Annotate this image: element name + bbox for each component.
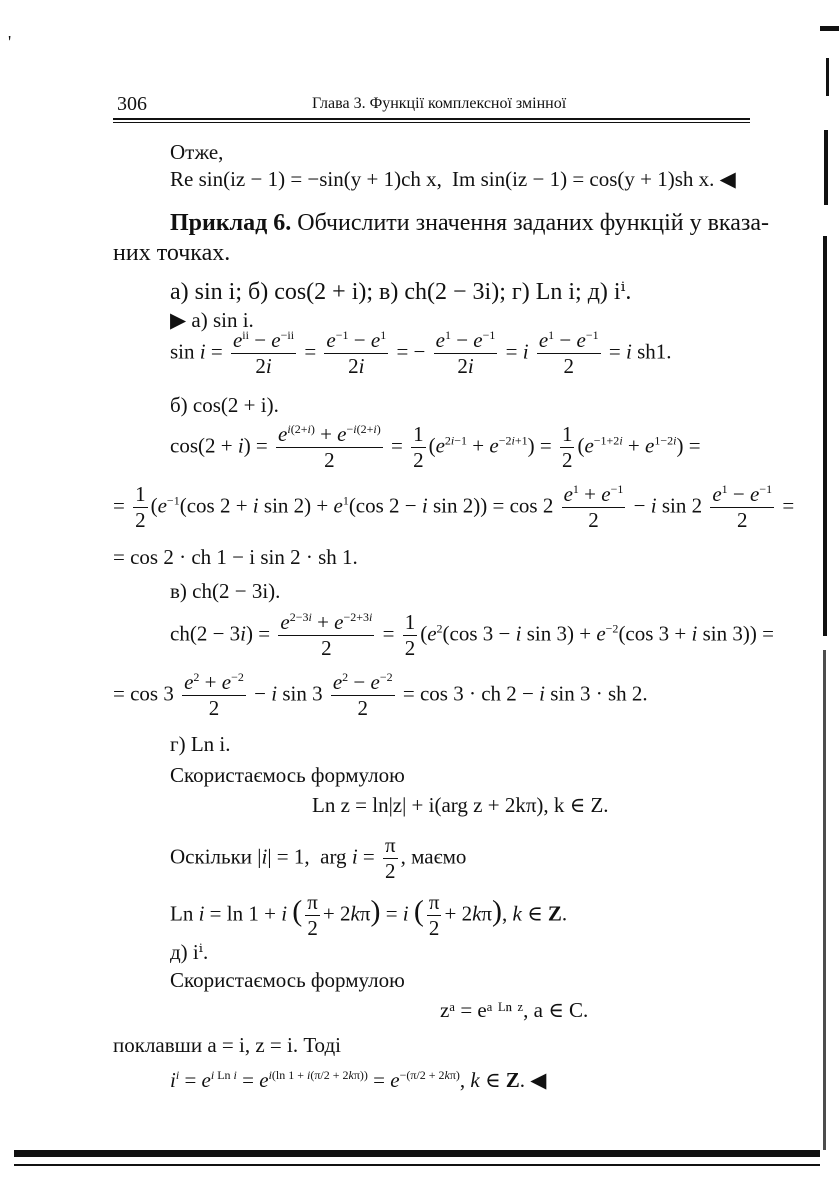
part-d-label: д) iⁱ. bbox=[170, 940, 209, 964]
margin-bar bbox=[826, 58, 829, 96]
part-v-label: в) ch(2 − 3i). bbox=[170, 579, 281, 603]
example-text-cont: них точках. bbox=[113, 240, 231, 266]
equation-ch-2: = cos 3 $\frac{e^2 + e^{-2}}{2}$ − i sin 3 $\frac{e^2 - e^{-2}}{2}$ = cos 3 · ch 2 − i sin 3 · sh 2. bbox=[113, 670, 648, 720]
equation-i-pow-i: $i^i = e^{i Ln i} = e^{i(ln 1 + i(\pi/2 + 2k\pi))} = e^{-(\pi/2 + 2k\pi)}$, k ∈ Z. ◀ bbox=[170, 1068, 547, 1092]
equation-cos-2: = $\frac{1}{2}$ ($e^{-1}(\cos$ 2 + i $\sin 2) + e^1(\cos$ 2 − i sin 2)) = cos 2 $\frac{e^1 + e^{-1}}{2}$ − i sin 2 $\frac{e^1 - e^{-1}}{2}$ = bbox=[113, 482, 795, 532]
task-list: а) sin i; б) cos(2 + i); в) ch(2 − 3i); г) Ln i; д) iⁱ. bbox=[170, 279, 632, 305]
ln-formula: Ln z = ln|z| + i(arg z + 2kπ), k ∈ Z. bbox=[312, 793, 609, 817]
im-result: Im sin(iz − 1) = cos(y + 1)sh x. ◀ bbox=[452, 167, 736, 191]
bottom-rule bbox=[14, 1150, 820, 1157]
equation-sin-i: sin i = $e^{ii} - e^{-ii}$ 2i = $\frac{e^{-1} - e^1}{2i}$ = − $\frac{e^1 - e^{-1}}{2i}$ = i $\frac{e^1 - e^{-1}}{2}$ = i sh1. bbox=[170, 328, 672, 378]
page-number: 306 bbox=[117, 93, 147, 115]
since-text: Оскільки |i| = 1, arg i = $\frac{\pi}{2}$ , маємо bbox=[170, 833, 467, 883]
pow-formula: zᵃ = eᵃ ᴸⁿ ᶻ, a ∈ C. bbox=[440, 998, 589, 1022]
re-result: Re sin(iz − 1) = −sin(y + 1)ch x, bbox=[170, 167, 442, 191]
header-rule bbox=[113, 118, 750, 120]
putting-text: поклавши a = i, z = i. Тоді bbox=[113, 1033, 341, 1057]
equation-ch-1: ch(2 − 3i) = $\frac{e^{2-3i} + e^{-2+3i}}{2}$ = $\frac{1}{2}$ ($e^2(\cos$ 3 − i $\sin 3) + e^{-2}(\cos$ 3 + i sin 3)) = bbox=[170, 610, 774, 660]
margin-arrow-mark bbox=[820, 26, 839, 31]
header-rule-2 bbox=[113, 122, 750, 123]
example-heading: Приклад 6. bbox=[170, 210, 292, 236]
example-text: Обчислити значення заданих функцій у вказа- bbox=[297, 210, 769, 236]
part-b-label: б) cos(2 + i). bbox=[170, 393, 279, 417]
use-formula-text-2: Скористаємось формулою bbox=[170, 968, 405, 992]
running-header: Глава 3. Функції комплексної змінної bbox=[312, 95, 567, 112]
bottom-rule-2 bbox=[14, 1164, 820, 1166]
margin-bar bbox=[823, 650, 826, 1150]
margin-bar bbox=[824, 130, 828, 205]
part-g-label: г) Ln i. bbox=[170, 732, 231, 756]
equation-cos-1: cos(2 + i) = $\frac{e^{i(2+i)} + e^{-i(2+i)}}{2}$ = $\frac{1}{2}$ $(e^{2i-1} + e^{-2i+1})$ = $\frac{1}{2}$ $(e^{-1+2i} + e^{1-2i})$ = bbox=[170, 422, 701, 472]
margin-bar bbox=[823, 236, 827, 636]
use-formula-text: Скористаємось формулою bbox=[170, 763, 405, 787]
equation-cos-result: = cos 2 · ch 1 − i sin 2 · sh 1. bbox=[113, 545, 358, 569]
equation-ln-i: Ln i = ln 1 + i ( $\frac{\pi}{2}$ + 2kπ) = i ( $\frac{\pi}{2}$ + 2kπ), k ∈ Z. bbox=[170, 890, 568, 940]
corner-mark: ' bbox=[8, 32, 12, 52]
part-a-label: ▶ а) sin i. bbox=[170, 308, 254, 332]
therefore-text: Отже, bbox=[170, 140, 224, 164]
